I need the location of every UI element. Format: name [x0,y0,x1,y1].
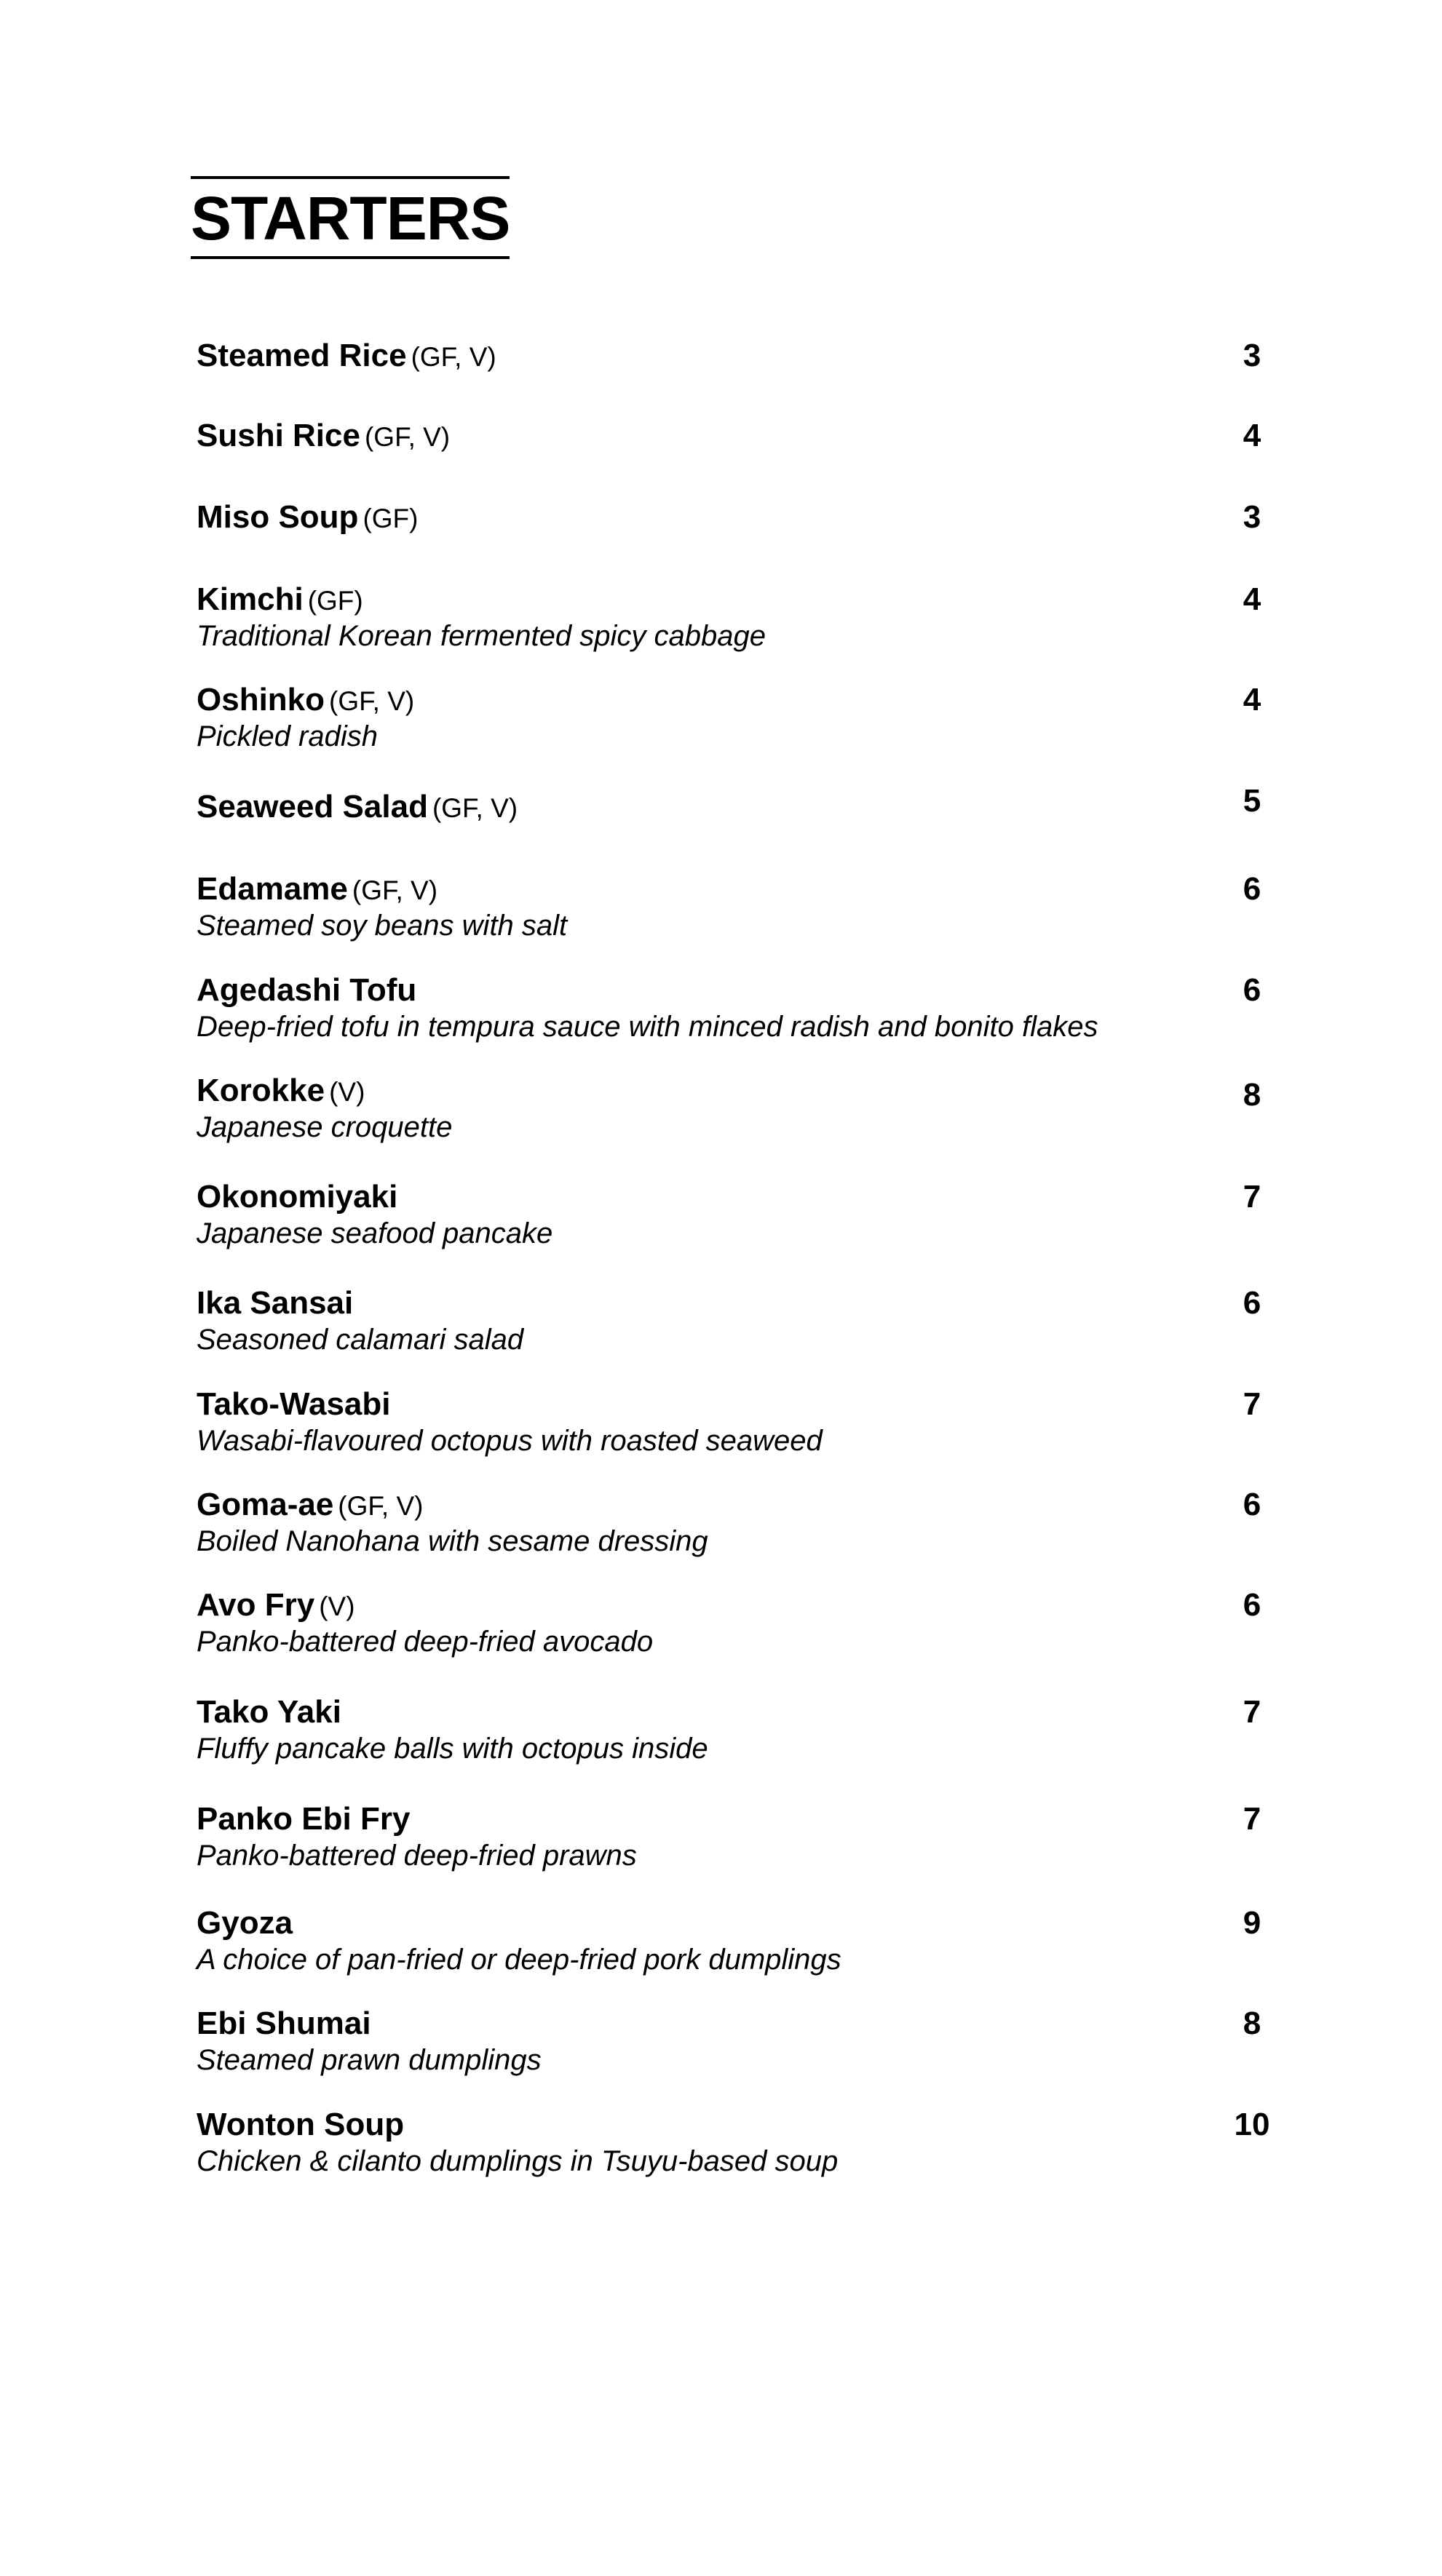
item-description: Chicken & cilanto dumplings in Tsuyu-based soup [197,2145,839,2177]
menu-item [197,1904,1274,1976]
item-description: Japanese seafood pancake [197,1217,553,1249]
menu-item [197,870,1274,942]
item-price [1172,782,1274,821]
item-description: Pickled radish [197,720,379,752]
menu-item [197,1693,1274,1765]
item-line [197,1904,1274,1943]
item-price [1172,680,1274,720]
menu-item [197,680,1274,753]
item-price [1172,870,1274,909]
item-tags: (GF, V) [352,875,438,905]
item-price-value: 7 [1243,1179,1261,1215]
item-line [197,1586,1274,1625]
item-line [197,1284,1274,1323]
item-price [1172,971,1274,1010]
item-price-value: 7 [1243,1386,1261,1422]
item-price-value: 4 [1243,682,1261,717]
item-price-value: 6 [1243,1285,1261,1321]
item-description: Wasabi-flavoured octopus with roasted seaweed [197,1425,823,1457]
item-name: Steamed Rice [197,338,407,373]
item-tags: (V) [319,1591,355,1621]
menu-item [197,1284,1274,1356]
item-price [1172,1904,1274,1943]
item-price [1172,1693,1274,1732]
item-name: Edamame [197,871,348,907]
item-price [1172,2004,1274,2043]
item-price-value: 3 [1243,338,1261,373]
section-title: STARTERS [191,176,510,259]
menu-item [197,416,1274,456]
item-line [197,870,1274,909]
item-price [1172,1076,1274,1115]
item-name: Ika Sansai [197,1285,354,1321]
item-name: Tako-Wasabi [197,1386,391,1422]
item-line [197,2004,1274,2043]
item-price-value: 4 [1243,418,1261,453]
item-name: Miso Soup [197,499,359,535]
item-name: Gyoza [197,1905,293,1941]
item-price-value: 6 [1243,1487,1261,1522]
menu-item [197,498,1274,537]
item-name: Avo Fry [197,1587,315,1623]
item-tags: (GF, V) [411,342,496,372]
menu-item [197,1385,1274,1458]
item-line [197,2105,1274,2144]
item-price-value: 6 [1243,871,1261,907]
item-line [197,1485,1274,1524]
item-line [197,498,1274,537]
item-line [197,336,1274,375]
item-tags: (GF, V) [364,422,451,452]
item-price-value: 8 [1243,1077,1261,1113]
menu-item [197,1800,1274,1872]
item-name: Agedashi Tofu [197,972,417,1008]
item-price-value: 10 [1234,2107,1270,2142]
item-price [1172,1385,1274,1424]
item-tags: (GF) [363,504,419,533]
item-line [197,971,1274,1010]
item-price-value: 9 [1243,1905,1261,1941]
item-description: A choice of pan-fried or deep-fried pork dumplings [197,1944,841,1976]
item-line [197,680,1274,720]
item-name: Tako Yaki [197,1694,341,1730]
menu-item [197,2004,1274,2077]
item-name: Kimchi [197,581,304,617]
item-price-value: 3 [1243,499,1261,535]
menu-list [197,0,1274,2576]
item-name: Panko Ebi Fry [197,1801,411,1837]
item-price-value: 8 [1243,2005,1261,2041]
item-price-value: 7 [1243,1801,1261,1837]
item-description: Seasoned calamari salad [197,1324,524,1356]
item-description: Boiled Nanohana with sesame dressing [197,1525,708,1557]
item-line [197,1385,1274,1424]
item-description: Traditional Korean fermented spicy cabbage [197,620,766,652]
item-name: Wonton Soup [197,2107,405,2142]
item-description: Panko-battered deep-fried avocado [197,1626,654,1658]
item-price-value: 7 [1243,1694,1261,1730]
item-tags: (GF, V) [329,686,415,716]
item-price-value: 4 [1243,581,1261,617]
item-tags: (GF) [307,586,363,616]
item-price [1172,1284,1274,1323]
menu-item [197,783,1274,827]
item-price [1172,1177,1274,1217]
menu-item [197,1485,1274,1558]
item-description: Japanese croquette [197,1111,453,1143]
menu-item [197,2105,1274,2178]
item-price [1172,2105,1274,2144]
menu-item [197,1586,1274,1658]
item-price-value: 6 [1243,1587,1261,1623]
item-line [197,1693,1274,1732]
item-name: Seaweed Salad [197,789,428,824]
item-line [197,1800,1274,1839]
item-name: Korokke [197,1073,325,1108]
item-price [1172,336,1274,375]
item-description: Deep-fried tofu in tempura sauce with minced radish and bonito flakes [197,1011,1098,1043]
menu-item [197,336,1274,375]
item-description: Steamed prawn dumplings [197,2044,542,2076]
menu-item [197,1177,1274,1250]
item-line [197,783,1274,827]
item-price [1172,1800,1274,1839]
item-description: Steamed soy beans with salt [197,910,568,942]
menu-item [197,580,1274,653]
item-name: Okonomiyaki [197,1179,398,1215]
item-line [197,580,1274,619]
item-description: Fluffy pancake balls with octopus inside [197,1733,708,1765]
item-name: Goma-ae [197,1487,334,1522]
item-line [197,1071,1274,1113]
item-line [197,1177,1274,1217]
item-price [1172,580,1274,619]
item-description: Panko-battered deep-fried prawns [197,1840,637,1872]
item-tags: (GF, V) [432,793,518,823]
item-tags: (V) [329,1077,365,1107]
item-price-value: 6 [1243,972,1261,1008]
item-price-value: 5 [1243,783,1261,819]
item-price [1172,498,1274,537]
item-line [197,416,1274,456]
menu-item [197,971,1274,1043]
item-tags: (GF, V) [338,1491,424,1521]
item-price [1172,1586,1274,1625]
item-price [1172,1485,1274,1524]
item-name: Oshinko [197,682,325,717]
item-name: Ebi Shumai [197,2005,371,2041]
item-name: Sushi Rice [197,418,360,453]
item-price [1172,416,1274,456]
menu-item [197,1071,1274,1144]
